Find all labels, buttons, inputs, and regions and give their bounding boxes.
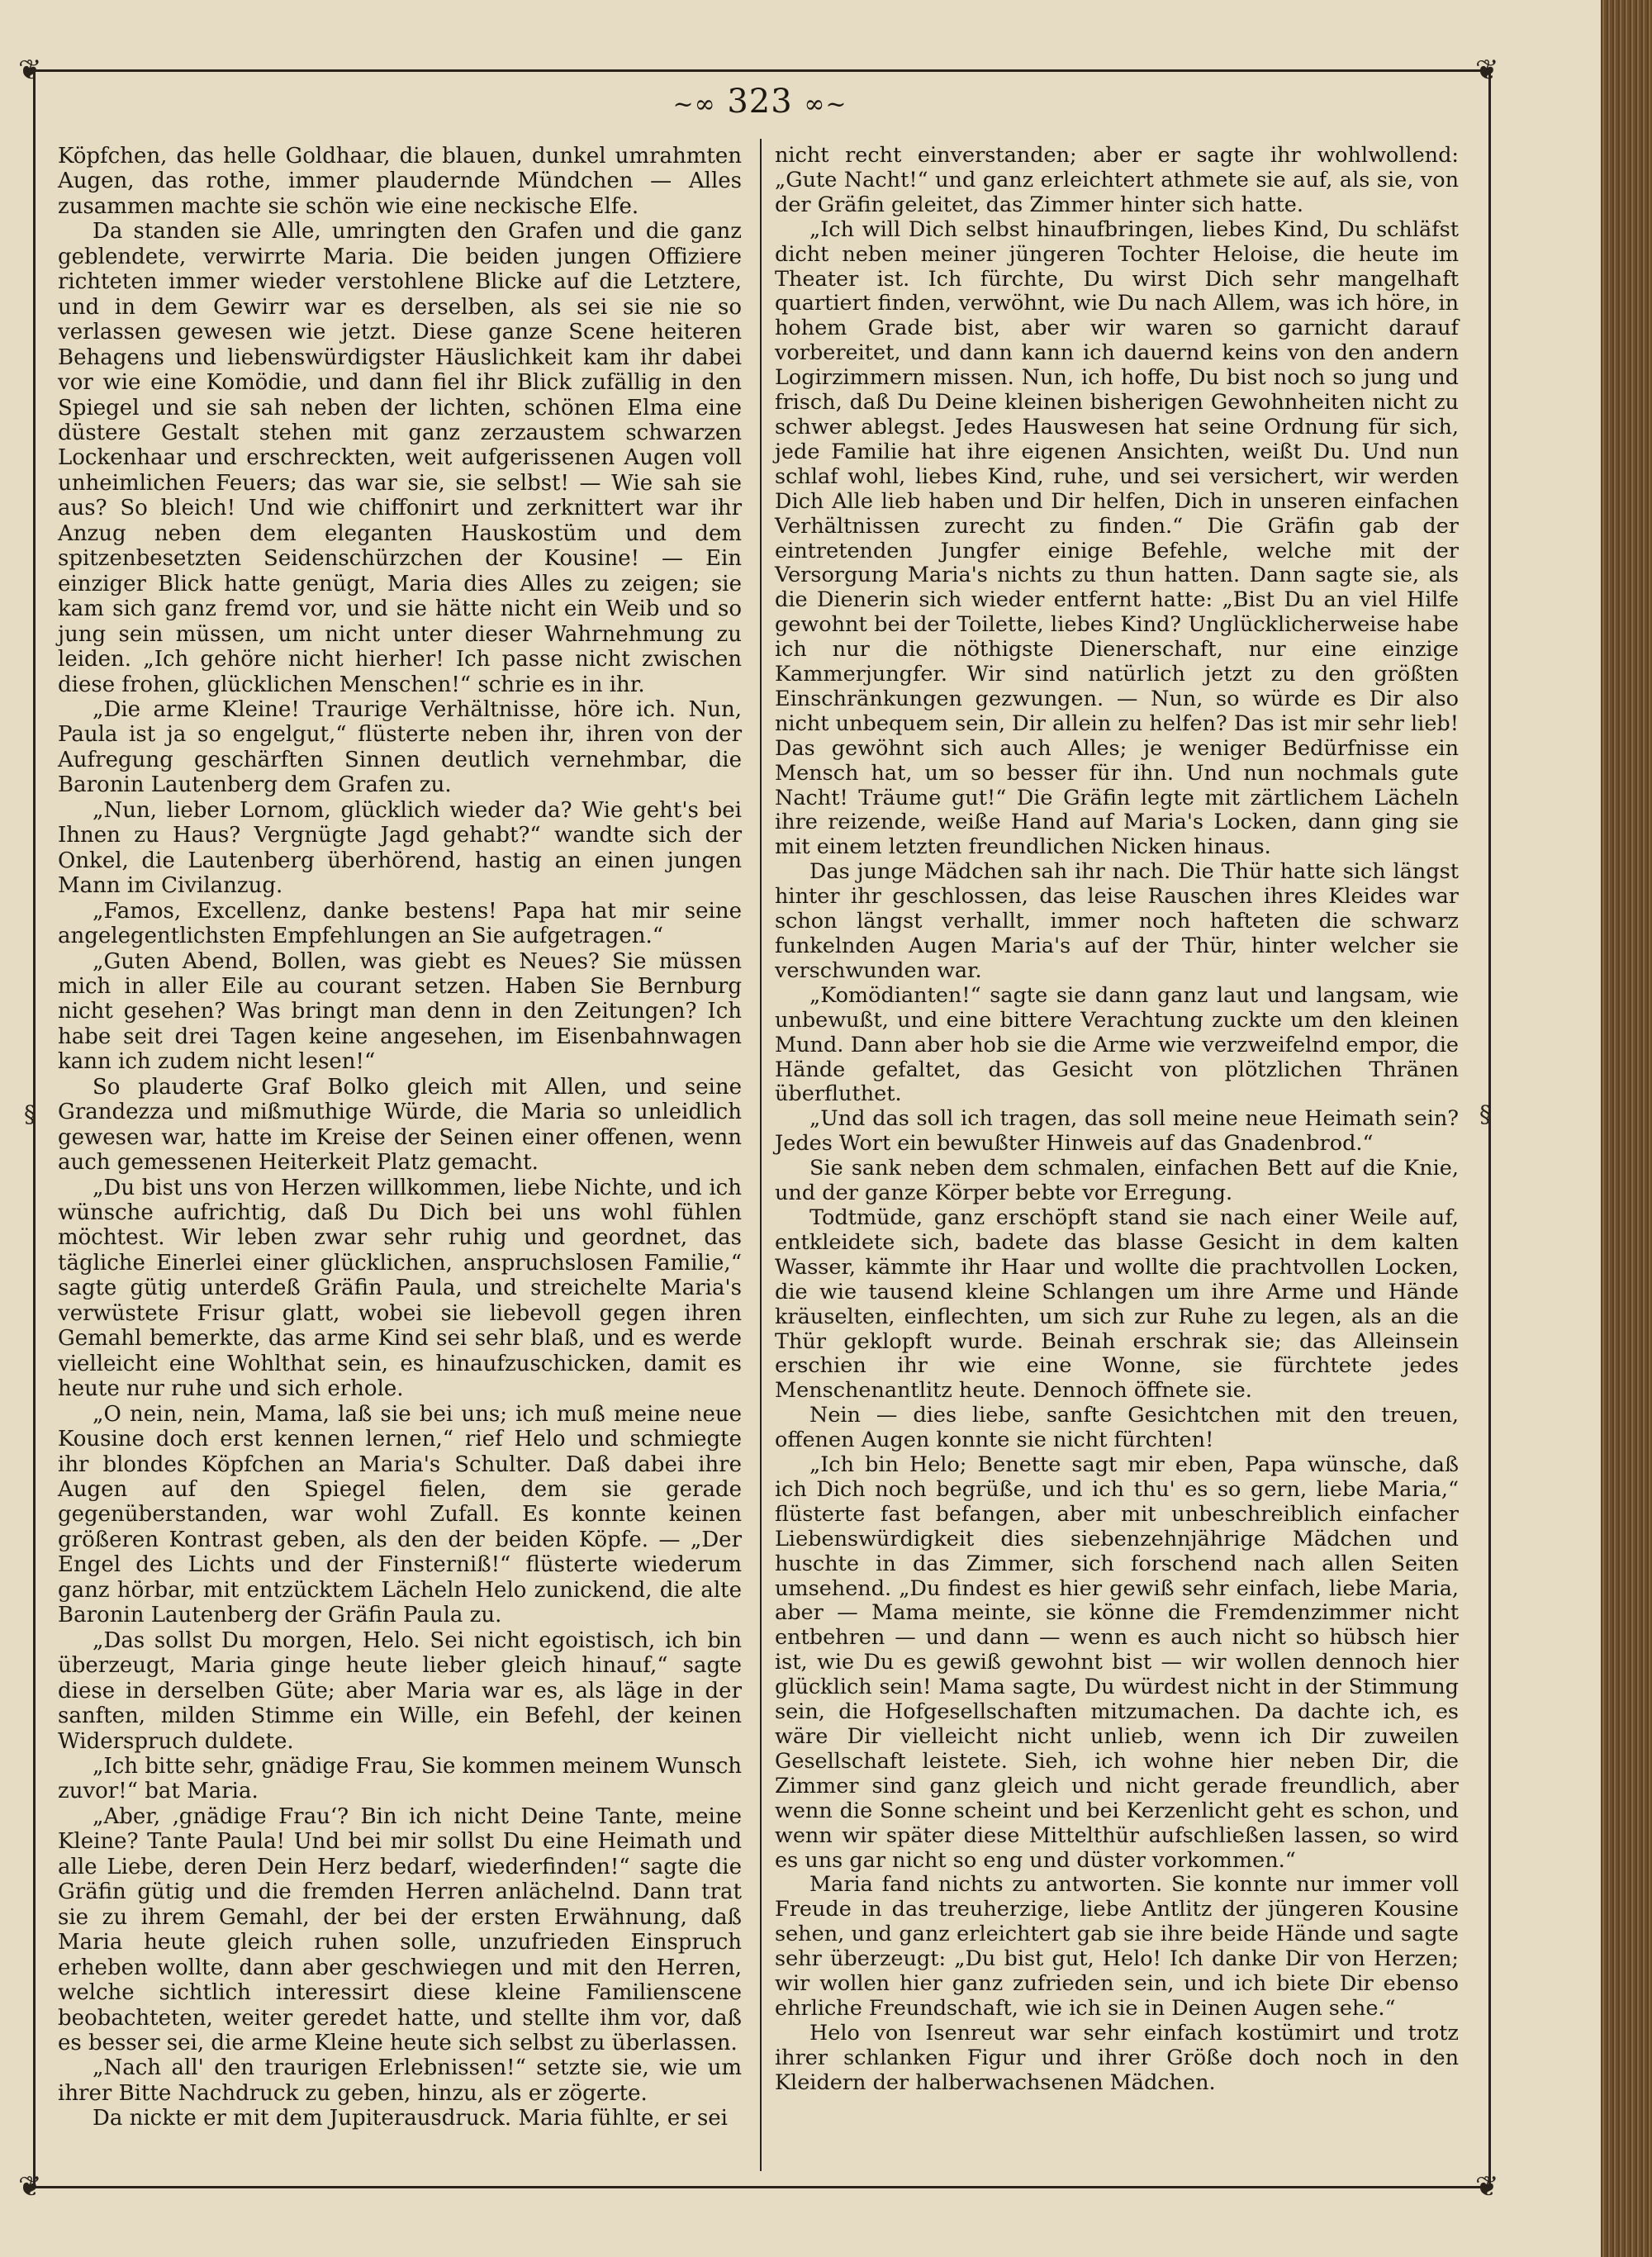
paragraph: Todtmüde, ganz erschöpft stand sie nach einer Weile auf, entkleidete sich, badete das blasse Gesicht in dem kalten Wasser, kämmte ihr Haar und wollte die prachtvollen Locken, die wie tausend kleine Schlangen um ihre Arme und Hände kräuselten, einflechten, um sich zur Ruhe zu legen, als an die Thür geklopft wurde. Beinah erschrak sie; das Alleinsein erschien ihr wie eine Wonne, sie fürchtete jedes Menschenantlitz heute. Dennoch öffnete sie. — [775, 1205, 1459, 1404]
paragraph: Helo von Isenreut war sehr einfach kostümirt und trotz ihrer schlanken Figur und ihrer Größe doch noch in den Kleidern der halberwachsenen Mädchen. — [775, 2020, 1459, 2095]
page-number: 323 — [727, 83, 793, 121]
column-divider — [760, 139, 762, 2171]
frame-bottom-rule — [33, 2186, 1491, 2188]
frame-top-rule — [33, 69, 1491, 72]
side-ornament-left: § — [24, 1100, 36, 1128]
side-ornament-right: § — [1479, 1100, 1491, 1128]
page-header — [644, 83, 876, 121]
paragraph: Köpfchen, das helle Goldhaar, die blauen, dunkel umrahmten Augen, das rothe, immer plaudernde Mündchen — Alles zusammen machte sie schön wie eine neckische Elfe. — [58, 144, 742, 219]
paragraph: „Famos, Excellenz, danke bestens! Papa hat mir seine angelegentlichsten Empfehlungen an Sie aufgetragen.“ — [58, 898, 742, 949]
paragraph: Maria fand nichts zu antworten. Sie konnte nur immer voll Freude in das treuherzige, liebe Antlitz der jüngeren Kousine sehen, und ganz erleichtert gab sie ihre beide Hände und sagte sehr überzeugt: „Du bist gut, Helo! Ich danke Dir von Herzen; wir wollen hier ganz zufrieden sein, und ich biete Dir ebenso ehrliche Freundschaft, wie ich sie in Deinen Augen sehe.“ — [775, 1872, 1459, 2021]
paragraph: Sie sank neben dem schmalen, einfachen Bett auf die Knie, und der ganze Körper bebte vor Erregung. — [775, 1156, 1459, 1206]
corner-ornament-top-right: ❦ — [1475, 54, 1499, 87]
paragraph: „Die arme Kleine! Traurige Verhältnisse, höre ich. Nun, Paula ist ja so engelgut,“ flüsterte neben ihr, ihren von der Aufregung geschärften Sinnen deutlich vernehmbar, die Baronin Lautenberg dem Grafen zu. — [58, 696, 742, 798]
header-swash-right: ∞~ — [804, 90, 847, 119]
paragraph: Da nickte er mit dem Jupiterausdruck. Maria fühlte, er sei — [93, 2106, 728, 2131]
paragraph: „Nach all' den traurigen Erlebnissen!“ setzte sie, wie um ihrer Bitte Nachdruck zu geben, hinzu, als er zögerte. — [58, 2055, 742, 2106]
paragraph: Das junge Mädchen sah ihr nach. Die Thür hatte sich längst hinter ihr geschlossen, das leise Rauschen ihres Kleides war schon längst verhallt, immer noch hafteten die schwarz funkelnden Augen Maria's auf der Thür, hinter welcher sie verschwunden war. — [775, 859, 1459, 983]
corner-ornament-top-left: ❦ — [18, 54, 42, 87]
paragraph: nicht recht einverstanden; aber er sagte ihr wohlwollend: „Gute Nacht!“ und ganz erleichtert athmete sie auf, als sie, von der Gräfin geleitet, das Zimmer hinter sich hatte. — [775, 143, 1459, 217]
header-swash-left: ~∞ — [672, 90, 716, 119]
left-column — [58, 144, 742, 2131]
paragraph: „Nun, lieber Lornom, glücklich wieder da? Wie geht's bei Ihnen zu Haus? Vergnügte Jagd gehabt?“ wandte sich der Onkel, die Lautenberg überhörend, hastig an einen jungen Mann im Civilanzug. — [58, 797, 742, 899]
paragraph: So plauderte Graf Bolko gleich mit Allen, und seine Grandezza und mißmuthige Würde, die Maria so unleidlich gewesen war, hatte im Kreise der Seinen einer offenen, wenn auch gemessenen Heiterkeit Platz gemacht. — [58, 1074, 742, 1176]
paragraph: „Und das soll ich tragen, das soll meine neue Heimath sein? Jedes Wort ein bewußter Hinweis auf das Gnadenbrod.“ — [775, 1106, 1459, 1157]
paragraph: „Ich bin Helo; Benette sagt mir eben, Papa wünsche, daß ich Dich noch begrüße, und ich thu' es so gern, liebe Maria,“ flüsterte fast befangen, aber mit unbeschreiblich einfacher Liebenswürdigkeit dies siebenzehnjährige Mädchen und huschte in das Zimmer, sich forschend nach allen Seiten umsehend. „Du findest es hier gewiß sehr einfach, liebe Maria, aber — Mama meinte, sie könne die Fremdenzimmer nicht entbehren — und dann — wenn es auch nicht so hübsch hier ist, wie Du es gewiß gewohnt bist — wir wollen dennoch hier glücklich sein! Mama sagte, Du würdest nicht in der Stimmung sein, die Hofgesellschaften mitzumachen. Da dachte ich, es wäre Dir vielleicht nicht unlieb, wenn ich Dir zuweilen Gesellschaft leistete. Sieh, ich wohne hier neben Dir, die Zimmer sind ganz gleich und nicht gerade freundlich, aber wenn die Sonne scheint und bei Kerzenlicht geht es schon, und wenn wir später diese Mittelthür aufschließen lassen, so wird es uns gar nicht so eng und düster vorkommen.“ — [775, 1452, 1459, 1873]
paragraph: „Aber, ‚gnädige Frau‘? Bin ich nicht Deine Tante, meine Kleine? Tante Paula! Und bei mir sollst Du eine Heimath und alle Liebe, deren Dein Herz bedarf, wiederfinden!“ sagte die Gräfin gütig und die fremden Herren anlächelnd. Dann trat sie zu ihrem Gemahl, der bei der ersten Erwähnung, daß Maria heute gleich ruhen solle, unzufrieden Einspruch erheben wollte, dann aber geschwiegen und mit den Herren, welche sichtlich interessirt diese kleine Familienscene beobachteten, weiter geredet hatte, und stellte ihm vor, daß es besser sei, die arme Kleine heute sich selbst zu überlassen. — [58, 1803, 742, 2055]
corner-ornament-bottom-right: ❦ — [1475, 2170, 1499, 2203]
paragraph: „O nein, nein, Mama, laß sie bei uns; ich muß meine neue Kousine doch erst kennen lernen,“ rief Helo und schmiegte ihr blondes Köpfchen an Maria's Schulter. Daß dabei ihre Augen auf den Spiegel fielen, dem sie gerade gegenüberstanden, war wohl Zufall. Es konnte keinen größeren Kontrast geben, als den der beiden Köpfe. — „Der Engel des Lichts und der Finsterniß!“ flüsterte wiederum ganz hörbar, mit entzücktem Lächeln Helo zunickend, die alte Baronin Lautenberg der Gräfin Paula zu. — [58, 1401, 742, 1628]
paragraph: Nein — dies liebe, sanfte Gesichtchen mit den treuen, offenen Augen konnte sie nicht fürchten! — [775, 1403, 1459, 1453]
paragraph: „Guten Abend, Bollen, was giebt es Neues? Sie müssen mich in aller Eile au courant setzen. Haben Sie Bernburg nicht gesehen? Was bringt man denn in den Zeitungen? Ich habe seit drei Tagen keine angesehen, im Eisenbahnwagen kann ich zudem nicht lesen!“ — [58, 948, 742, 1075]
frame-left-rule — [33, 69, 36, 2188]
corner-ornament-bottom-left: ❦ — [18, 2170, 42, 2203]
paragraph: „Ich bitte sehr, gnädige Frau, Sie kommen meinem Wunsch zuvor!“ bat Maria. — [58, 1754, 742, 1804]
right-column — [775, 144, 1459, 2096]
frame-right-rule — [1488, 69, 1491, 2188]
paragraph: „Komödianten!“ sagte sie dann ganz laut und langsam, wie unbewußt, und eine bittere Verachtung zuckte um den kleinen Mund. Dann aber hob sie die Arme wie verzweifelnd empor, die Hände gefaltet, das Gesicht von plötzlichen Thränen überfluthet. — [775, 982, 1459, 1107]
paragraph: „Ich will Dich selbst hinaufbringen, liebes Kind, Du schläfst dicht neben meiner jüngeren Tochter Heloise, die heute im Theater ist. Ich fürchte, Du wirst Dich sehr mangelhaft quartiert finden, verwöhnt, wie Du nach Allem, was ich höre, in hohem Grade bist, aber wir waren so garnicht darauf vorbereitet, und dann kann ich dauernd keins von den andern Logirzimmern missen. Nun, ich hoffe, Du bist noch so jung und frisch, daß Du Deine kleinen bisherigen Gewohnheiten nicht zu schwer ablegst. Jedes Hauswesen hat seine Ordnung für sich, jede Familie hat ihre eigenen Ansichten, weißt Du. Und nun schlaf wohl, liebes Kind, ruhe, und sei versichert, wir werden Dich Alle lieb haben und Dir helfen, Dich in unseren einfachen Verhältnissen zurecht zu finden.“ Die Gräfin gab der eintretenden Jungfer einige Befehle, welche mit der Versorgung Maria's nichts zu thun hatten. Dann sagte sie, als die Dienerin sich wieder entfernt hatte: „Bist Du an viel Hilfe gewohnt bei der Toilette, liebes Kind? Unglücklicherweise habe ich nur die nöthigste Dienerschaft, nur eine einzige Kammerjungfer. Wir sind natürlich jetzt zu den größten Einschränkungen gezwungen. — Nun, so würde es Dir also nicht unbequem sein, Dir allein zu helfen? Das ist mir sehr lieb! Das gewöhnt sich auch Alles; je weniger Bedürfnisse ein Mensch hat, um so besser für ihn. Und nun nochmals gute Nacht! Träume gut!“ Die Gräfin legte mit zärtlichem Lächeln ihre reizende, weiße Hand auf Maria's Locken, dann ging sie mit einem letzten freundlichen Nicken hinaus. — [775, 216, 1459, 860]
paragraph: „Du bist uns von Herzen willkommen, liebe Nichte, und ich wünsche aufrichtig, daß Du Dich bei uns wohl fühlen möchtest. Wir leben zwar sehr ruhig und geordnet, das tägliche Einerlei einer glücklichen, anspruchslosen Familie,“ sagte gütig unterdeß Gräfin Paula, und streichelte Maria's verwüstete Frisur glatt, wobei sie liebevoll gegen ihren Gemahl bemerkte, das arme Kind sei sehr blaß, und es werde vielleicht eine Wohlthat sein, es hinaufzuschicken, damit es heute nur ruhe und sich erhole. — [58, 1175, 742, 1402]
paragraph: Da standen sie Alle, umringten den Grafen und die ganz geblendete, verwirrte Maria. Die beiden jungen Offiziere richteten immer wieder verstohlene Blicke auf die Letztere, und in dem Gewirr war es derselben, als sei sie nie so verlassen gewesen wie jetzt. Diese ganze Scene heiteren Behagens und liebenswürdigster Häuslichkeit kam ihr dabei vor wie eine Komödie, und dann fiel ihr Blick zufällig in den Spiegel und sie sah neben der lichten, schönen Elma eine düstere Gestalt stehen mit ganz zerzaustem schwarzen Lockenhaar und erschreckten, weit aufgerissenen Augen voll unheimlichen Feuers; das war sie, sie selbst! — Wie sah sie aus? So bleich! Und wie chiffonirt und zerknittert war ihr Anzug neben dem eleganten Hauskostüm und dem spitzenbesetzten Seidenschürzchen der Kousine! — Ein einziger Blick hatte genügt, Maria dies Alles zu zeigen; sie kam sich ganz fremd vor, und sie hätte nicht ein Weib und so jung sein müssen, um nicht unter dieser Wahrnehmung zu leiden. „Ich gehöre nicht hierher! Ich passe nicht zwischen diese frohen, glücklichen Menschen!“ schrie es in ihr. — [58, 219, 742, 697]
paragraph: „Das sollst Du morgen, Helo. Sei nicht egoistisch, ich bin überzeugt, Maria ginge heute lieber gleich hinauf,“ sagte diese in derselben Güte; aber Maria war es, als läge in der sanften, milden Stimme ein Wille, ein Befehl, der keinen Widerspruch duldete. — [58, 1627, 742, 1754]
book-page-edges — [1601, 0, 1652, 2257]
